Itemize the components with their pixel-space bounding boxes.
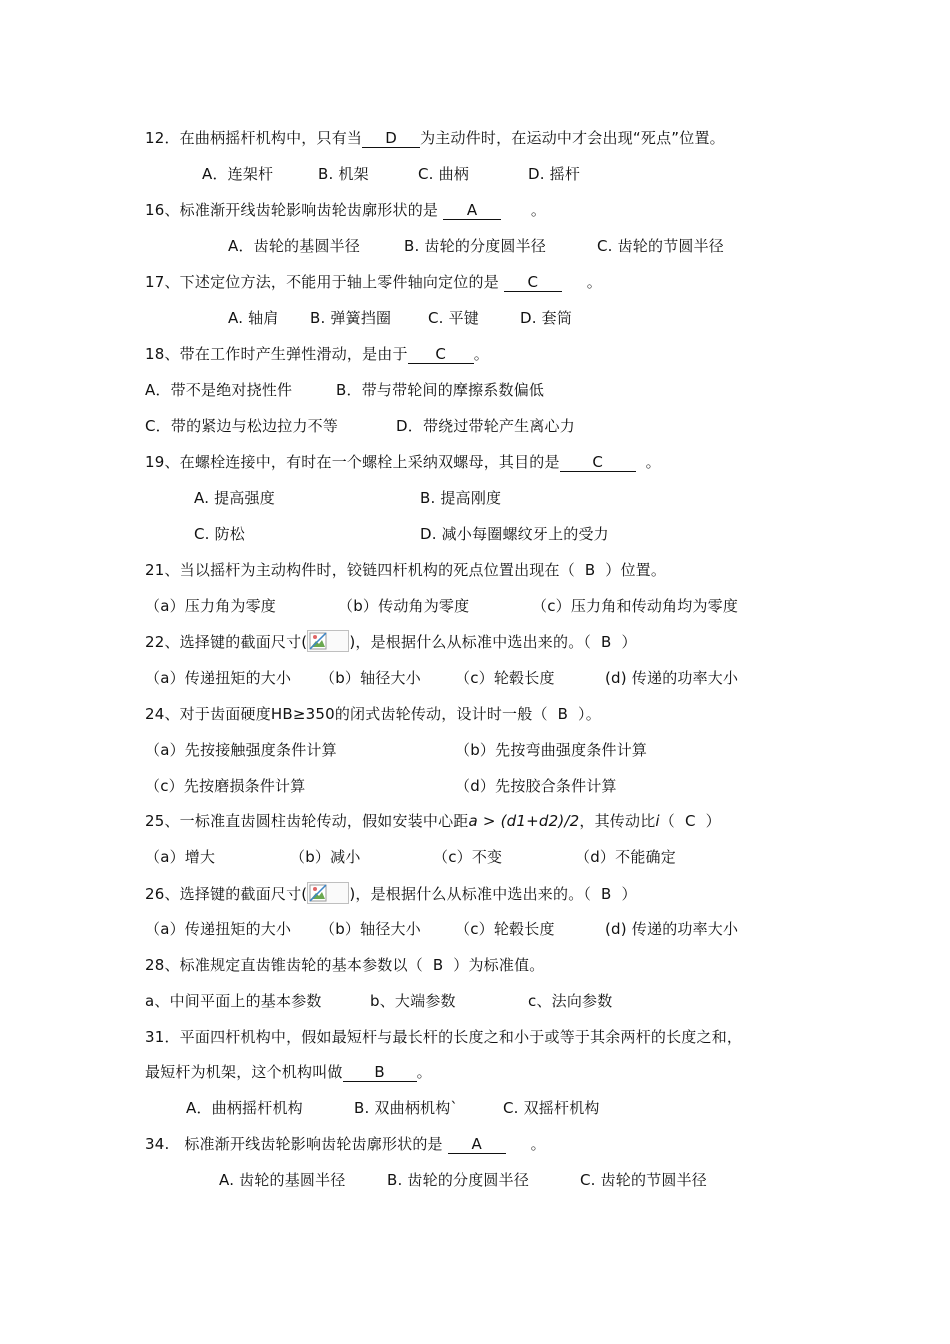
question-34	[145, 1134, 546, 1154]
option-line	[186, 1098, 303, 1118]
option-line	[145, 776, 305, 796]
option-line	[145, 740, 337, 760]
broken-image-icon	[307, 882, 349, 904]
option-line	[455, 668, 555, 688]
option: （a）传递扭矩的大小	[145, 920, 292, 938]
option: B. 双曲柄机构`	[354, 1099, 459, 1117]
option: A．带不是绝对挠性件	[145, 381, 293, 399]
option: （b）轴径大小	[320, 920, 421, 938]
option-line	[320, 919, 421, 939]
question-stem: 最短杆为机架，这个机构叫做	[145, 1063, 343, 1081]
option-line	[145, 668, 291, 688]
question-17	[145, 272, 602, 292]
option-line	[503, 1098, 600, 1118]
option: C．带的紧边与松边拉力不等	[145, 417, 339, 435]
option: C. 曲柄	[418, 165, 470, 183]
question-31-line2	[145, 1062, 432, 1082]
answer-blank: C	[560, 453, 636, 472]
option: （d）不能确定	[575, 848, 676, 866]
option: （c）先按磨损条件计算	[145, 777, 306, 795]
option-line	[420, 488, 501, 508]
option: A．连架杆	[202, 165, 274, 183]
question-stem: ）	[621, 633, 637, 651]
option-line	[420, 524, 609, 544]
option-line	[428, 308, 479, 328]
question-18	[145, 344, 489, 364]
option: （c）压力角和传动角均为零度	[532, 597, 739, 615]
question-stem: )，是根据什么从标准中选出来的。（	[349, 885, 592, 903]
question-stem: 。	[416, 1063, 432, 1081]
question-28	[145, 955, 544, 975]
option: B. 齿轮的分度圆半径	[387, 1171, 530, 1189]
option-line	[404, 236, 546, 256]
question-stem: 。	[645, 453, 661, 471]
question-stem: ）位置。	[605, 561, 667, 579]
option: A. 轴肩	[228, 309, 279, 327]
option-line	[605, 668, 738, 688]
option-line	[320, 668, 421, 688]
option-line	[580, 1170, 707, 1190]
question-stem: 31．平面四杆机构中，假如最短杆与最长杆的长度之和小于或等于其余两杆的长度之和，	[145, 1028, 743, 1046]
question-21	[145, 560, 666, 580]
option-line	[455, 740, 647, 760]
formula: a > (d1+d2)/2	[468, 812, 580, 830]
question-24	[145, 704, 601, 724]
option: B. 机架	[318, 165, 369, 183]
answer-letter: B	[432, 956, 444, 974]
answer-blank: C	[504, 273, 562, 292]
option: （b）减小	[290, 848, 361, 866]
question-stem: ）	[621, 885, 637, 903]
option-line	[597, 236, 724, 256]
option-line	[194, 524, 245, 544]
option-line	[455, 919, 555, 939]
option-line	[532, 596, 738, 616]
option: A．齿轮的基圆半径	[228, 237, 361, 255]
question-stem: 19、在螺栓连接中，有时在一个螺栓上采纳双螺母，其目的是	[145, 453, 560, 471]
option: （a）压力角为零度	[145, 597, 276, 615]
question-25: 25、一标准直齿圆柱齿轮传动，假如安装中心距a > (d1+d2)/2，其传动比i（ C ）	[145, 812, 721, 830]
option-line	[396, 416, 575, 436]
option: D. 减小每圈螺纹牙上的受力	[420, 525, 609, 543]
option: a、中间平面上的基本参数	[145, 992, 322, 1010]
option-line	[145, 596, 276, 616]
option: （b）轴径大小	[320, 669, 421, 687]
option-line	[145, 416, 338, 436]
option-line	[338, 596, 469, 616]
question-22	[145, 630, 637, 650]
question-stem: ）为标准值。	[453, 956, 545, 974]
option: (d) 传递的功率大小	[605, 669, 739, 687]
option-line	[145, 847, 215, 867]
ratio-symbol: i	[655, 812, 660, 830]
answer-blank: C	[408, 345, 474, 364]
question-stem: 26、选择键的截面尺寸(	[145, 885, 308, 903]
question-31	[145, 1027, 742, 1047]
option-line	[219, 1170, 346, 1190]
question-stem: ）	[705, 812, 721, 830]
question-stem: )，是根据什么从标准中选出来的。（	[349, 633, 592, 651]
option: （b）先按弯曲强度条件计算	[455, 741, 648, 759]
broken-image-icon	[307, 630, 349, 652]
answer-letter: B	[557, 705, 569, 723]
option: A. 提高强度	[194, 489, 275, 507]
option: (d) 传递的功率大小	[605, 920, 739, 938]
option: B．带与带轮间的摩擦系数偏低	[336, 381, 545, 399]
answer-blank: A	[443, 201, 501, 220]
option-line	[605, 919, 738, 939]
question-stem: 16、标准渐开线齿轮影响齿轮齿廓形状的是	[145, 201, 439, 219]
option-line	[145, 991, 322, 1011]
option: D. 套筒	[520, 309, 573, 327]
option: C. 双摇杆机构	[503, 1099, 600, 1117]
option: A. 齿轮的基圆半径	[219, 1171, 346, 1189]
question-stem: 25、一标准直齿圆柱齿轮传动，假如安装中心距	[145, 812, 469, 830]
option-line	[228, 236, 360, 256]
option: C. 齿轮的节圆半径	[597, 237, 725, 255]
question-stem: 28、标准规定直齿锥齿轮的基本参数以（	[145, 956, 423, 974]
question-stem: 24、对于齿面硬度HB≥350的闭式齿轮传动，设计时一般（	[145, 705, 548, 723]
option: c、法向参数	[528, 992, 613, 1010]
option-line	[145, 380, 292, 400]
answer-blank: B	[343, 1063, 417, 1082]
answer-blank: D	[362, 129, 420, 148]
option-line	[354, 1098, 458, 1118]
option: C. 齿轮的节圆半径	[580, 1171, 708, 1189]
option: C. 平键	[428, 309, 480, 327]
option-line	[318, 164, 369, 184]
option-line	[228, 308, 279, 328]
option-line	[290, 847, 361, 867]
option-line	[575, 847, 676, 867]
option-line	[194, 488, 275, 508]
question-stem: 为主动件时，在运动中才会出现“死点”位置。	[420, 129, 725, 147]
question-stem: 。	[530, 1135, 546, 1153]
question-stem: 。	[586, 273, 602, 291]
option: （a）增大	[145, 848, 216, 866]
option-line	[370, 991, 456, 1011]
option-line	[336, 380, 544, 400]
option: b、大端参数	[370, 992, 456, 1010]
option: B. 齿轮的分度圆半径	[404, 237, 547, 255]
question-stem: 18、带在工作时产生弹性滑动，是由于	[145, 345, 408, 363]
option: （a）传递扭矩的大小	[145, 669, 292, 687]
question-stem: 。	[473, 345, 489, 363]
answer-letter: B	[584, 561, 596, 579]
question-19	[145, 452, 661, 472]
question-stem: 12．在曲柄摇杆机构中，只有当	[145, 129, 363, 147]
option: B. 弹簧挡圈	[310, 309, 392, 327]
option-line	[528, 164, 580, 184]
option: A．曲柄摇杆机构	[186, 1099, 303, 1117]
option: （b）传动角为零度	[338, 597, 470, 615]
option-line	[455, 776, 617, 796]
option: （c）不变	[433, 848, 503, 866]
answer-letter: C	[684, 812, 696, 830]
option: （d）先按胶合条件计算	[455, 777, 617, 795]
option: （a）先按接触强度条件计算	[145, 741, 337, 759]
question-26	[145, 882, 637, 902]
option-line	[387, 1170, 529, 1190]
option: B. 提高刚度	[420, 489, 502, 507]
option: C. 防松	[194, 525, 246, 543]
option: （c）轮毂长度	[455, 669, 555, 687]
option-line	[202, 164, 273, 184]
question-stem: ）。	[578, 705, 601, 723]
option-line	[145, 919, 291, 939]
option-line	[418, 164, 469, 184]
question-stem: 21、当以摇杆为主动构件时，铰链四杆机构的死点位置出现在（	[145, 561, 575, 579]
question-stem: 17、下述定位方法，不能用于轴上零件轴向定位的是	[145, 273, 499, 291]
question-stem: 22、选择键的截面尺寸(	[145, 633, 308, 651]
option-line	[528, 991, 612, 1011]
answer-letter: B	[601, 885, 612, 903]
option-line	[433, 847, 502, 867]
question-stem: ，其传动比	[579, 812, 656, 830]
question-12	[145, 128, 725, 148]
answer-letter: B	[601, 633, 612, 651]
option-line	[520, 308, 572, 328]
option: D. 摇杆	[528, 165, 581, 183]
question-16	[145, 200, 546, 220]
answer-blank: A	[448, 1135, 506, 1154]
option: （c）轮毂长度	[455, 920, 555, 938]
option-line	[310, 308, 391, 328]
question-stem: 。	[530, 201, 547, 219]
question-stem: 34. 标准渐开线齿轮影响齿轮齿廓形状的是	[145, 1135, 443, 1153]
option: D．带绕过带轮产生离心力	[396, 417, 575, 435]
